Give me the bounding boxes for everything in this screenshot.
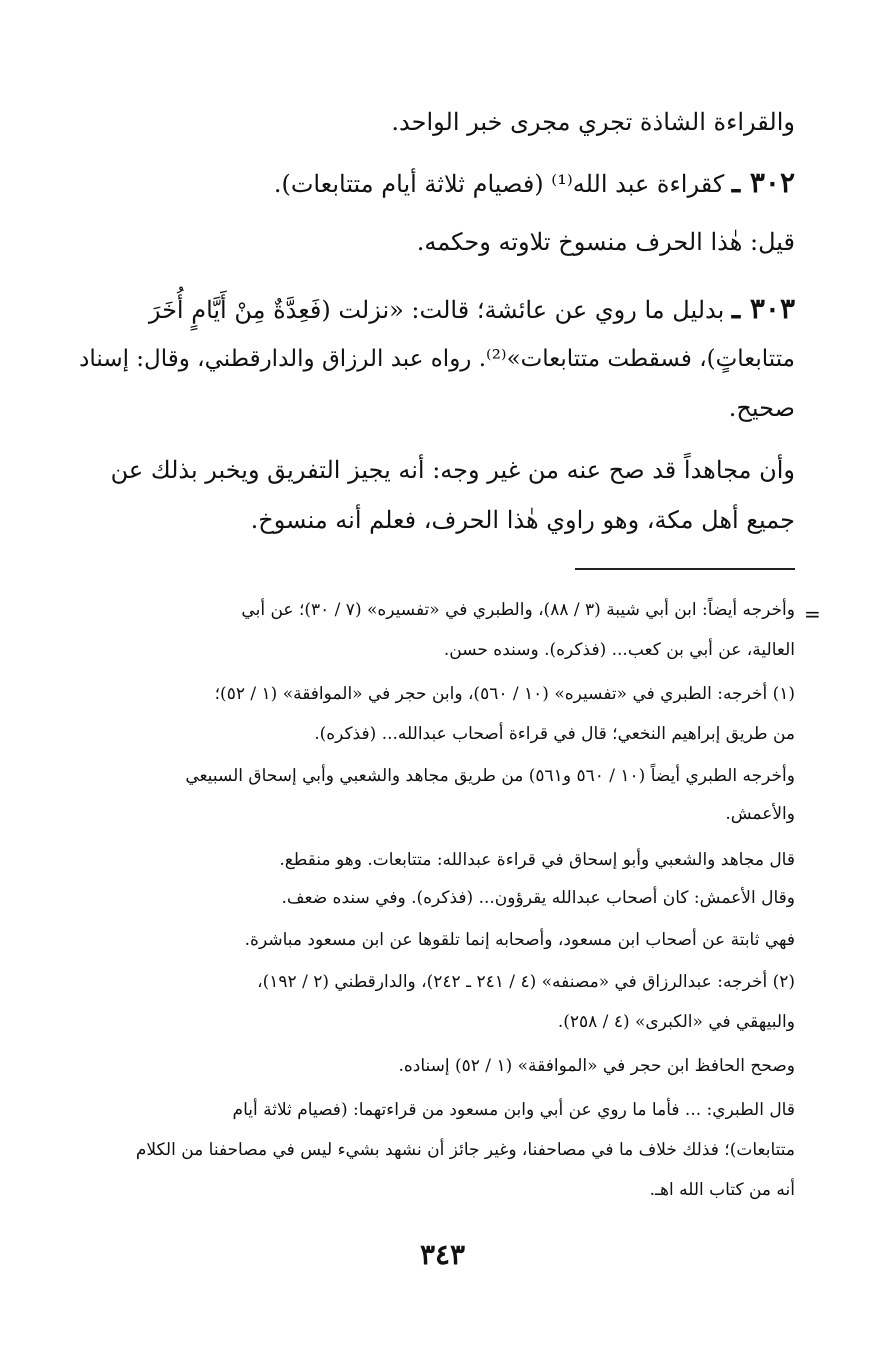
footnote-line: من طريق إبراهيم النخعي؛ قال في قراءة أصحاب عبدالله... (فذكره). [314,724,795,744]
paragraph-line: جميع أهل مكة، وهو راوي هٰذا الحرف، فعلم أنه منسوخ. [250,506,795,534]
entry-text: كقراءة عبد الله⁽¹⁾ (فصيام ثلاثة أيام متتابعات). [273,170,725,198]
entry-302 [70,166,795,199]
entry-text: بدليل ما روي عن عائشة؛ قالت: «نزلت (فَعِدَّةٌ مِنْ أَيَّامٍ أُخَرَ [148,296,725,324]
footnote-line: وأخرجه أيضاً: ابن أبي شيبة (٣ / ٨٨)، والطبري في «تفسيره» (٧ / ٣٠)؛ عن أبي [241,600,795,620]
footnote-line: (٢) أخرجه: عبدالرزاق في «مصنفه» (٤ / ٢٤١ ـ ٢٤٢)، والدارقطني (٢ / ١٩٢)، [257,972,795,992]
entry-303 [70,292,795,325]
entry-number: ٣٠٢ ـ [731,166,795,199]
footnote-line: أنه من كتاب الله اهـ. [649,1180,795,1200]
footnote-line: (١) أخرجه: الطبري في «تفسيره» (١٠ / ٥٦٠)، وابن حجر في «الموافقة» (١ / ٥٢)؛ [214,684,795,704]
footnote-divider [575,568,795,570]
paragraph-line: قيل: هٰذا الحرف منسوخ تلاوته وحكمه. [416,228,795,256]
footnote-line: وصحح الحافظ ابن حجر في «الموافقة» (١ / ٥٢) إسناده. [398,1056,795,1076]
footnote-line: والبيهقي في «الكبرى» (٤ / ٢٥٨). [557,1012,795,1032]
paragraph-line: وأن مجاهداً قد صح عنه من غير وجه: أنه يجيز التفريق ويخبر بذلك عن [110,456,795,484]
footnote-line: قال مجاهد والشعبي وأبو إسحاق في قراءة عبدالله: متتابعات. وهو منقطع. [279,850,795,870]
paragraph-line: صحيح. [728,394,795,422]
footnote-line: وقال الأعمش: كان أصحاب عبدالله يقرؤون... (فذكره). وفي سنده ضعف. [281,888,795,908]
continuation-marker: = [804,602,821,626]
footnote-line: وأخرجه الطبري أيضاً (١٠ / ٥٦٠ و٥٦١) من طريق مجاهد والشعبي وأبي إسحاق السبيعي [185,766,795,786]
page-number: ٣٤٣ [419,1238,466,1271]
footnote-line: قال الطبري: ... فأما ما روي عن أبي وابن مسعود من قراءتهما: (فصيام ثلاثة أيام [232,1100,795,1120]
footnote-line: العالية، عن أبي بن كعب... (فذكره). وسنده حسن. [443,640,795,660]
footnote-line: متتابعات)؛ فذلك خلاف ما في مصاحفنا، وغير جائز أن نشهد بشيء ليس في مصاحفنا من الكلام [135,1140,795,1160]
paragraph-line: والقراءة الشاذة تجري مجرى خبر الواحد. [391,108,795,136]
footnote-line: فهي ثابتة عن أصحاب ابن مسعود، وأصحابه إنما تلقوها عن ابن مسعود مباشرة. [244,930,795,950]
paragraph-line: متتابعاتٍ)، فسقطت متتابعات»⁽²⁾. رواه عبد الرزاق والدارقطني، وقال: إسناد [79,346,795,372]
footnote-line: والأعمش. [725,804,795,824]
entry-number: ٣٠٣ ـ [731,292,795,325]
